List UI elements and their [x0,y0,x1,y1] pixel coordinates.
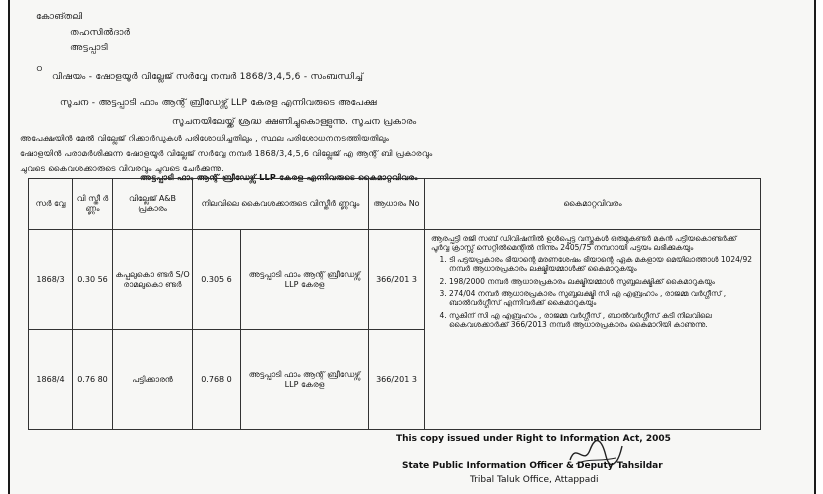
table-title: അട്ടപ്പാടി ഫാം ആന്റ് ബ്രീഡേഴ്സ് LLP കേരള എന്നിവരുടെ കൈമാറ്റവിവരം [140,173,418,182]
cell-holder: അട്ടപ്പാടി ഫാം ആന്റ് ബ്രീഡേഴ്സ് LLP കേരള [241,230,369,330]
body-line-4: ചുവടെ കൈവശക്കാരുടെ വിവരവും ചുവടെ ചേർക്കുന്നു. [20,164,225,173]
transfer-table [28,178,761,430]
table-header-row [29,179,761,230]
to-line-2: അട്ടപ്പാടി [70,43,108,53]
header-owner-ab: വില്ലേജ് A&B പ്രകാരം [113,179,193,230]
from-line: കോങ്തലി [36,12,83,22]
reference-mark: ഠ [36,64,43,74]
reference-line: സൂചന - അട്ടപ്പാടി ഫാം ആന്റ് ബ്രീഡേഴ്സ് LLP കേരള എന്നിവരുടെ അപേക്ഷ [60,98,377,108]
header-deed: ആധാരം No [369,179,425,230]
cell-holding-extent: 0.768 0 [193,330,241,430]
body-line-2: അപേക്ഷയിൻ മേൽ വില്ലേജ് റിക്കാർഡുകൾ പരിശോധിച്ചതിലും , സ്ഥല പരിശോധനനടത്തിയതിലും [20,134,390,143]
cell-survey: 1868/3 [29,230,73,330]
officer-title: State Public Information Officer & Deputy Tahsildar [402,461,663,471]
header-transfer-details: കൈമാറ്റവിവരം [425,179,761,230]
body-line-3: ഷോളയിൻ പരാമർശിക്കുന്ന ഷോളയൂർ വില്ലേജ് സർവ്വേ നമ്പർ 1868/3,4,5,6 വില്ലേജ് എ ആന്റ് ബി പ്രകാരവും [20,149,433,158]
cell-owner: പട്ടിക്കാരൻ [113,330,193,430]
office-name: Tribal Taluk Office, Attappadi [470,475,599,485]
cell-deed: 366/201 3 [369,230,425,330]
subject-line: വിഷയം - ഷോളയൂർ വില്ലേജ് സർവ്വേ നമ്പർ 1868/3,4,5,6 - സംബന്ധിച്ച് [52,72,364,82]
cell-holding-extent: 0.305 6 [193,230,241,330]
cell-owner: കപ്പലുകൊ ണ്ടർ S/O രാമലുകൊ ണ്ടർ [113,230,193,330]
details-item: 2. 198/2000 നമ്പർ ആധാരപ്രകാരം ലക്ഷ്മിയമ്മാൾ സുബ്ബലക്ഷ്മിക്ക് കൈമാറുകയും [449,277,754,286]
cell-extent: 0.76 80 [73,330,113,430]
cell-survey: 1868/4 [29,330,73,430]
header-current-possession: നിലവിലെ കൈവശക്കാരുടെ വിസ്തീർ ണ്ണവും [193,179,369,230]
transfer-details-cell [425,230,761,430]
header-extent: വി സ്തീ ർ ണ്ണം [73,179,113,230]
rti-note: This copy issued under Right to Information Act, 2005 [396,434,671,444]
table-row [29,230,761,330]
details-item: 1. ടി പട്ടയപ്രകാരം ഭിയാന്റെ മരണശേഷം ഭിയാന്റെ ഏക മകളായ മെയിലാത്താൾ 1024/92 നമ്പർ ആധാരപ്രകാരം ലക്ഷ്മിയമ്മാൾക്ക് കൈമാറുകയും [449,255,754,274]
details-item: 3. 274/04 നമ്പർ ആധാരപ്രകാരം സുബ്ബലക്ഷ്മി സി എ എബ്രഹാം , രാജമ്മ വർഗ്ഗീസ് , ബാൽവർഗ്ഗീസ് എന്നിവർക്ക് കൈമാറുകയും [449,289,754,308]
header-survey: സർ വ്വേ [29,179,73,230]
details-list [431,255,754,330]
body-line-1: സൂചനയിലേയ്ക്ക് ശ്രദ്ധ ക്ഷണിച്ചുകൊള്ളുന്നു. സൂചന പ്രകാരം [172,117,417,127]
details-item: 4. സുകിന് സി എ എബ്രഹാം , രാജമ്മ വർഗ്ഗീസ് , ബാൽവർഗ്ഗീസ് കുടി നിലവിലെ കൈവശക്കാർക്ക് 366/2013 നമ്പർ ആധാരപ്രകാരം കൈമാറിയി കാണുന്നു. [449,311,754,330]
to-line-1: തഹസിൽദാർ [70,28,131,38]
cell-extent: 0.30 56 [73,230,113,330]
document-page [8,0,816,494]
cell-holder: അട്ടപ്പാടി ഫാം ആന്റ് ബ്രീഡേഴ്സ് LLP കേരള [241,330,369,430]
cell-deed: 366/201 3 [369,330,425,430]
details-intro: ആരപ്പട്ടി രജി സബ് ഡിവിഷനിൽ ഉൾപ്പെട്ട വസ്തുകൾ ഒരുമുകണ്ടർ മകൻ പട്ടിയകൊണ്ടർക്ക് പൂർവ്വ ക്രാസ്സ് സെറ്റിൽമെന്റിൽ നിന്നും 2405/75 നമ്പറായി പട്ടയം ലഭിക്കുകയും [431,234,737,253]
